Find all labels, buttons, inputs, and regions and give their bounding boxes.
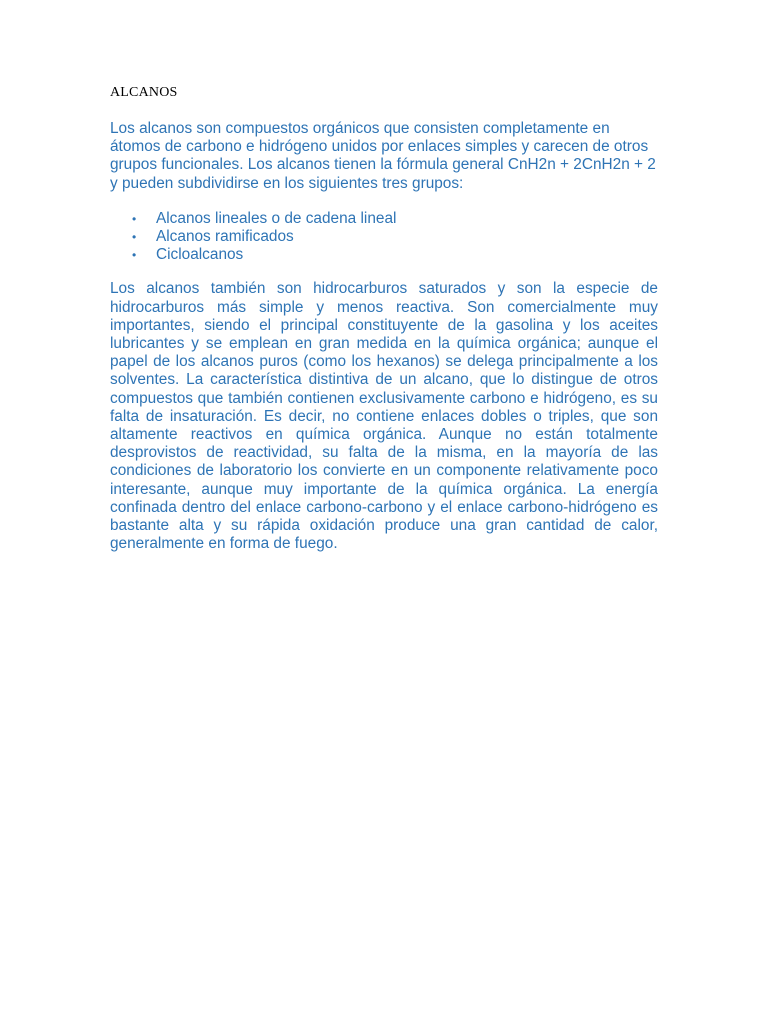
- body-paragraph: Los alcanos también son hidrocarburos saturados y son la especie de hidrocarburos más simple y menos reactiva. Son comercialmente muy importantes, siendo el principal constituyente de la gasolina y los aceites lubricantes y se emplean en gran medida en la química orgánica; aunque el papel de los alcanos puros (como los hexanos) se delega principalmente a los solventes. La característica distintiva de un alcano, que lo distingue de otros compuestos que también contienen exclusivamente carbono e hidrógeno, es su falta de insaturación. Es decir, no contiene enlaces dobles o triples, que son altamente reactivos en química orgánica. Aunque no están totalmente desprovistos de reactividad, su falta de la misma, en la mayoría de las condiciones de laboratorio los convierte en un componente relativamente poco interesante, aunque muy importante de la química orgánica. La energía confinada dentro del enlace carbono-carbono y el enlace carbono-hidrógeno es bastante alta y su rápida oxidación produce una gran cantidad de calor, generalmente en forma de fuego.: [110, 280, 658, 553]
- list-item-text: Cicloalcanos: [156, 246, 244, 264]
- bullet-icon: •: [132, 211, 137, 226]
- intro-paragraph: Los alcanos son compuestos orgánicos que consisten completamente en átomos de carbono e hidrógeno unidos por enlaces simples y carecen de otros grupos funcionales. Los alcanos tienen la fórmula general CnH2n + 2CnH2n + 2 y pueden subdividirse en los siguientes tres grupos:: [110, 120, 656, 192]
- alkane-groups-list: [110, 210, 658, 265]
- list-item: [132, 228, 658, 246]
- list-item-text: Alcanos ramificados: [156, 228, 294, 246]
- list-item: [132, 209, 658, 228]
- bullet-icon: •: [132, 248, 137, 263]
- document-heading: ALCANOS: [110, 85, 178, 100]
- list-item-text: Alcanos lineales o de cadena lineal: [156, 209, 397, 227]
- list-item: [132, 246, 658, 264]
- document-content: [110, 84, 658, 553]
- bullet-icon: •: [132, 230, 137, 245]
